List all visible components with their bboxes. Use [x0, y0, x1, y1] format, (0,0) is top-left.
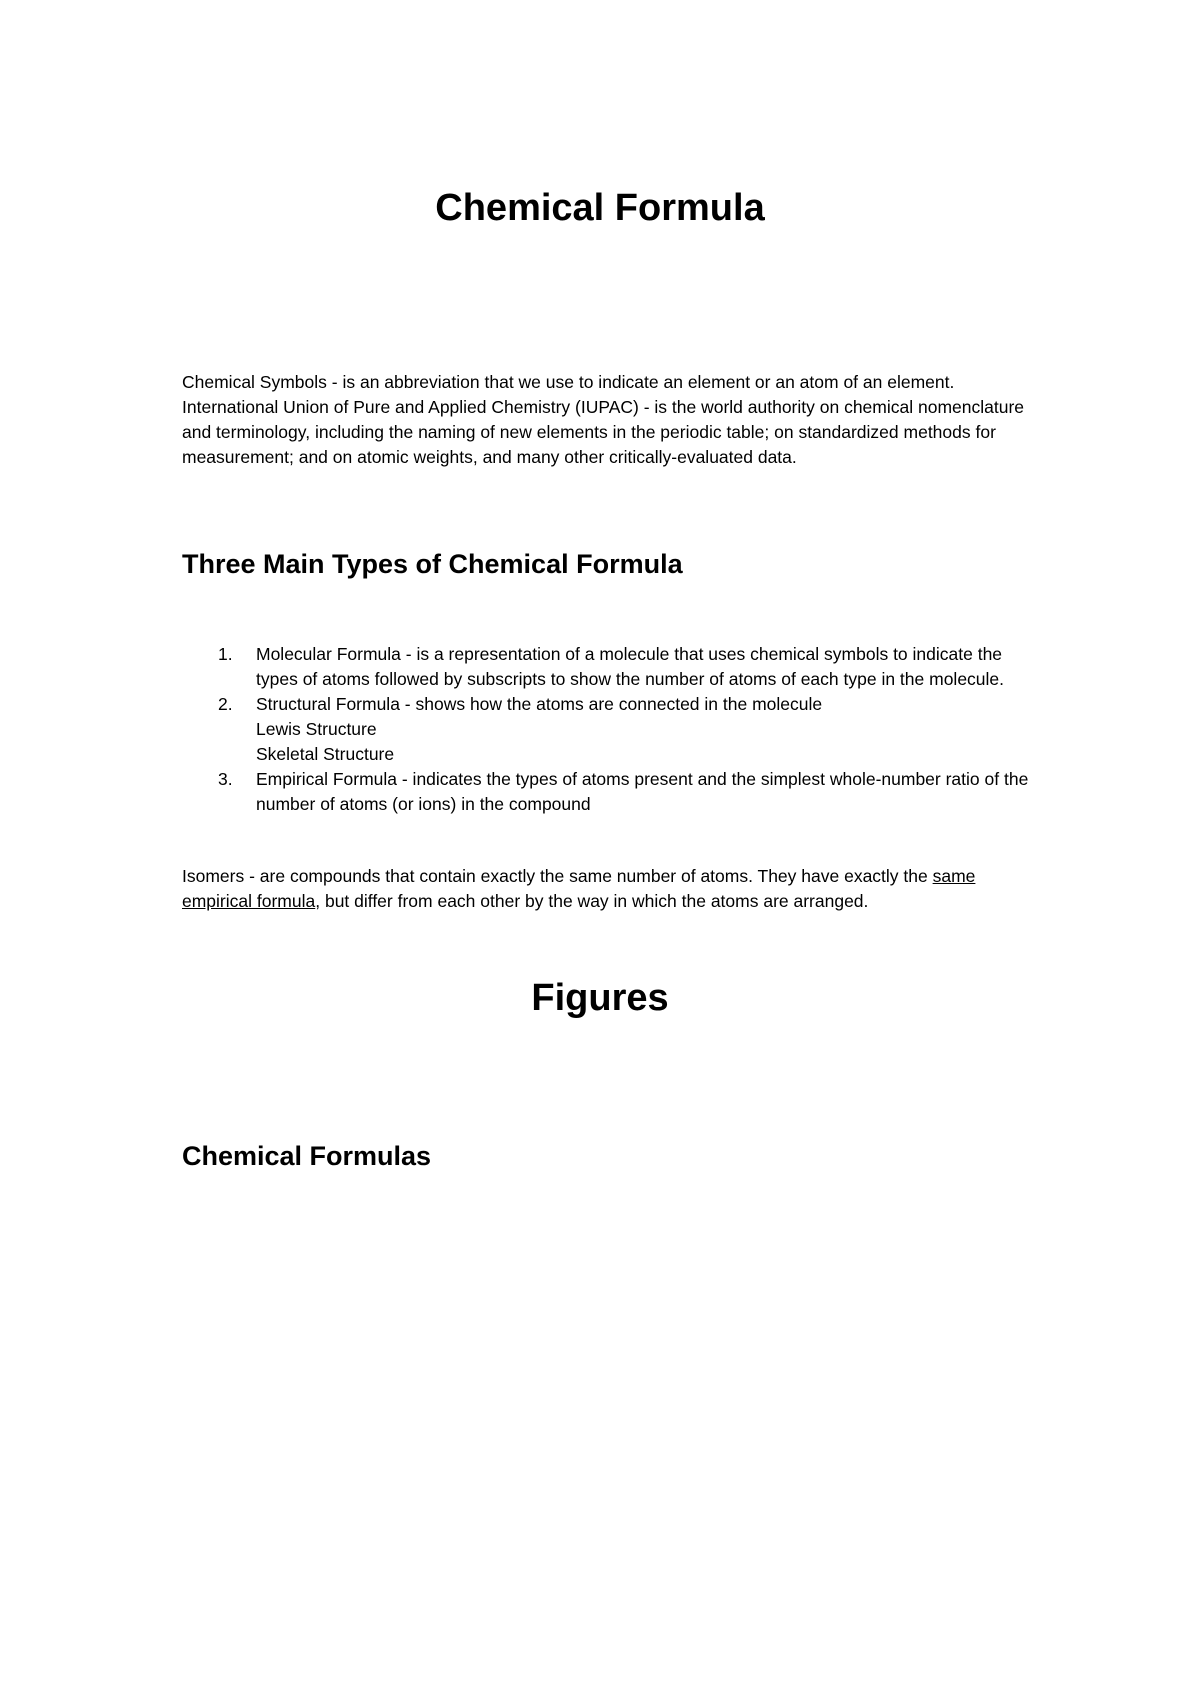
- list-item-number: 2.: [218, 694, 233, 714]
- isomers-text-start: Isomers - are compounds that contain exactly the same number of atoms. They have exactly the: [182, 866, 933, 886]
- list-item: [182, 767, 1042, 817]
- isomers-paragraph: [182, 864, 1042, 914]
- iupac-definition: International Union of Pure and Applied Chemistry (IUPAC) - is the world authority on chemical nomenclature and terminology, including the naming of new elements in the periodic table; on standardized methods for measurement; and on atomic weights, and many other critically-evaluated data.: [182, 397, 1025, 467]
- chemical-symbols-definition: Chemical Symbols - is an abbreviation that we use to indicate an element or an atom of an element.: [182, 372, 955, 392]
- intro-paragraph: [182, 370, 1042, 470]
- same-empirical-formula-underlined: same empirical formula: [182, 866, 976, 911]
- structural-formula-text: Structural Formula - shows how the atoms are connected in the molecule: [256, 694, 823, 714]
- molecular-formula-text: Molecular Formula - is a representation of a molecule that uses chemical symbols to indicate the types of atoms followed by subscripts to show the number of atoms of each type in the molecule.: [256, 644, 1005, 689]
- list-item: [182, 642, 1042, 692]
- lewis-structure-item: Lewis Structure: [256, 719, 377, 739]
- types-heading: Three Main Types of Chemical Formula: [182, 549, 683, 579]
- skeletal-structure-item: Skeletal Structure: [256, 744, 395, 764]
- empirical-formula-text: Empirical Formula - indicates the types of atoms present and the simplest whole-number ratio of the number of atoms (or ions) in the compound: [256, 769, 1029, 814]
- list-item: [182, 692, 1042, 767]
- chemical-formulas-heading: Chemical Formulas: [182, 1141, 432, 1171]
- page-title: Chemical Formula: [435, 187, 765, 229]
- list-item-number: 1.: [218, 644, 233, 664]
- isomers-text-end: , but differ from each other by the way in which the atoms are arranged.: [315, 891, 869, 911]
- figures-title: Figures: [531, 977, 669, 1019]
- list-item-number: 3.: [218, 769, 233, 789]
- types-list: [182, 642, 1042, 817]
